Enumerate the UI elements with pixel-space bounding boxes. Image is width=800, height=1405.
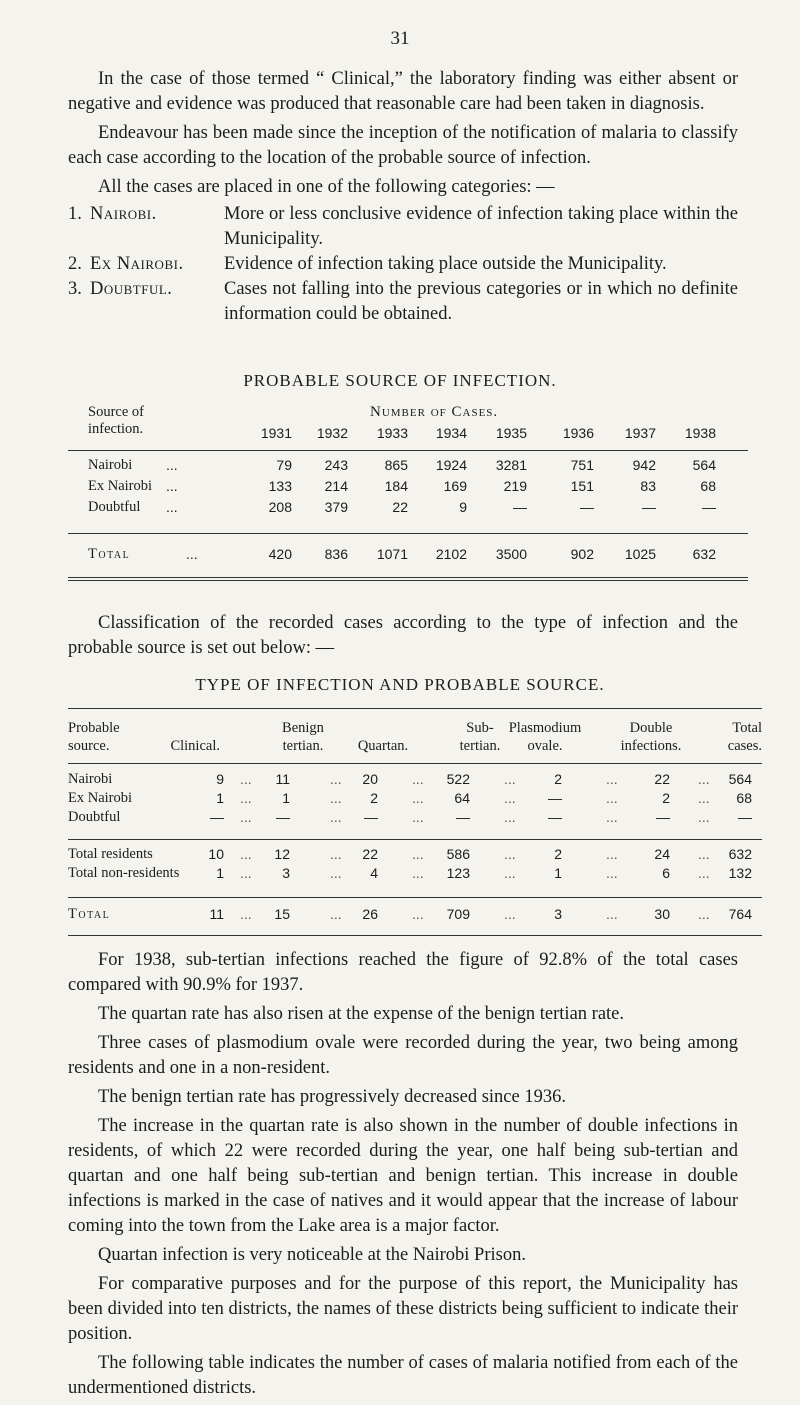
cell-value: 3	[282, 865, 290, 881]
leader-dots: ...	[240, 809, 252, 825]
cell-value: —	[456, 809, 470, 825]
leader-dots: ...	[240, 846, 252, 862]
table2-row	[0, 771, 800, 791]
row-leader-dots: ...	[166, 457, 178, 473]
cell-value: 184	[384, 478, 408, 494]
table2-title: TYPE OF INFECTION AND PROBABLE SOURCE.	[195, 675, 605, 694]
table2-column-header	[700, 719, 762, 755]
table1-header-infection: infection.	[88, 421, 144, 437]
row-leader-dots: ...	[166, 499, 178, 515]
cell-value: 751	[570, 457, 594, 473]
leader-dots: ...	[330, 906, 342, 922]
cell-value: 123	[446, 865, 470, 881]
cell-value: 3281	[495, 457, 527, 473]
table1-title: PROBABLE SOURCE OF INFECTION.	[243, 371, 557, 390]
row-label: Total	[88, 546, 131, 562]
table2-row	[0, 809, 800, 829]
table1-year-header: 1934	[435, 425, 467, 441]
table1-year-header: 1937	[624, 425, 656, 441]
leader-dots: ...	[240, 790, 252, 806]
leader-dots: ...	[240, 865, 252, 881]
cell-value: 151	[570, 478, 594, 494]
cell-value: —	[548, 790, 562, 806]
cell-value: 1	[282, 790, 290, 806]
cell-value: 3500	[495, 546, 527, 562]
cell-value: 4	[370, 865, 378, 881]
cell-value: 30	[654, 906, 670, 922]
header-line-1	[150, 719, 220, 737]
header-line-2: source.	[68, 738, 110, 754]
cell-value: 9	[216, 771, 224, 787]
table2-sub-rule	[68, 897, 762, 898]
cell-value: 764	[728, 906, 752, 922]
cell-value: —	[642, 499, 656, 515]
cell-value: 208	[268, 499, 292, 515]
row-leader-dots: ...	[186, 546, 198, 562]
cell-value: 15	[274, 906, 290, 922]
cell-value: 632	[728, 846, 752, 862]
row-label: Ex Nairobi	[88, 478, 153, 494]
cell-value: 11	[209, 906, 224, 922]
cell-value: —	[702, 499, 716, 515]
table1-row	[0, 478, 800, 498]
table2-row	[0, 790, 800, 810]
cell-value: 1	[216, 790, 224, 806]
cell-value: —	[580, 499, 594, 515]
paragraph-clinical: In the case of those termed “ Clinical,” the laboratory finding was either absent or negative and evidence was produced that reasonable care had been taken in diagnosis.	[68, 69, 738, 114]
cell-value: 420	[268, 546, 292, 562]
header-line-2: tertian.	[282, 738, 324, 754]
header-line-1	[348, 719, 418, 737]
cell-value: 243	[324, 457, 348, 473]
header-line-1: Plasmodium	[508, 720, 582, 736]
cell-value: 586	[446, 846, 470, 862]
cell-value: 9	[459, 499, 467, 515]
cell-value: —	[656, 809, 670, 825]
cell-value: 1071	[376, 546, 408, 562]
header-line-2: ovale.	[527, 738, 563, 754]
cell-value: 22	[362, 846, 378, 862]
cell-value: 2	[554, 771, 562, 787]
cell-value: 1025	[624, 546, 656, 562]
table2-total	[0, 906, 800, 926]
table1-row	[0, 457, 800, 477]
leader-dots: ...	[606, 790, 618, 806]
row-label: Doubtful	[88, 499, 141, 515]
leader-dots: ...	[698, 906, 710, 922]
cell-value: 22	[654, 771, 670, 787]
header-line-1: Double	[629, 720, 673, 736]
cell-value: 83	[640, 478, 656, 494]
category-description: Evidence of infection taking place outside the Municipality.	[224, 254, 667, 274]
cell-value: 379	[324, 499, 348, 515]
category-name: Ex Nairobi.	[90, 254, 184, 274]
classification-text	[68, 611, 738, 665]
closing-paragraph: The following table indicates the number of cases of malaria notified from each of the undermentioned districts.	[68, 1353, 738, 1398]
header-line-1: Total	[732, 720, 762, 736]
table2-column-header	[490, 719, 600, 755]
table2-subtotal-row	[0, 846, 800, 866]
cell-value: 836	[324, 546, 348, 562]
closing-paragraph: The benign tertian rate has progressively decreased since 1936.	[98, 1087, 566, 1107]
leader-dots: ...	[504, 771, 516, 787]
cell-value: 79	[276, 457, 292, 473]
cell-value: —	[513, 499, 527, 515]
cell-value: 133	[268, 478, 292, 494]
table1-year-header: 1936	[562, 425, 594, 441]
leader-dots: ...	[330, 771, 342, 787]
header-line-1: Benign	[282, 720, 324, 736]
table2-column-header	[68, 719, 158, 755]
leader-dots: ...	[504, 790, 516, 806]
leader-dots: ...	[606, 771, 618, 787]
leader-dots: ...	[698, 865, 710, 881]
category-number: 3.	[68, 279, 82, 299]
table1-year-header: 1932	[316, 425, 348, 441]
leader-dots: ...	[606, 906, 618, 922]
cell-value: 709	[446, 906, 470, 922]
leader-dots: ...	[330, 809, 342, 825]
header-line-2: infections.	[620, 738, 682, 754]
cell-value: 214	[324, 478, 348, 494]
table2-mid-rule	[68, 839, 762, 840]
table2-column-header	[348, 719, 418, 755]
cell-value: 68	[736, 790, 752, 806]
leader-dots: ...	[606, 809, 618, 825]
table2-head-rule	[68, 763, 762, 764]
row-label: Total non-residents	[68, 865, 180, 881]
leader-dots: ...	[606, 846, 618, 862]
closing-paragraph: The quartan rate has also risen at the expense of the benign tertian rate.	[98, 1004, 625, 1024]
leader-dots: ...	[412, 865, 424, 881]
closing-paragraph: Quartan infection is very noticeable at the Nairobi Prison.	[98, 1245, 526, 1265]
cell-value: 2	[554, 846, 562, 862]
category-name: Doubtful.	[90, 279, 173, 299]
cell-value: —	[210, 809, 224, 825]
cell-value: 902	[570, 546, 594, 562]
table2-subtotal-row	[0, 865, 800, 885]
closing-paragraph: The increase in the quartan rate is also shown in the number of double infections in residents, of which 22 were recorded during the year, one half being sub-tertian and quartan and one half being sub-tertian and benign tertian. This increase in double infections is marked in the case of natives and it would appear that the increase of labour coming into the town from the Lake area is a major factor.	[68, 1116, 738, 1236]
cell-value: —	[276, 809, 290, 825]
table1-group-header: Number of Cases.	[370, 404, 499, 420]
cell-value: 64	[454, 790, 470, 806]
table1-total	[0, 546, 800, 566]
cell-value: 6	[662, 865, 670, 881]
header-line-2: tertian.	[459, 738, 501, 754]
leader-dots: ...	[240, 771, 252, 787]
row-leader-dots: ...	[166, 478, 178, 494]
cell-value: 11	[275, 771, 290, 787]
leader-dots: ...	[412, 846, 424, 862]
category-doubtful	[68, 277, 738, 327]
header-line-1: Sub-	[466, 720, 494, 736]
cell-value: 26	[362, 906, 378, 922]
table1-year-header: 1935	[495, 425, 527, 441]
leader-dots: ...	[606, 865, 618, 881]
header-line-2: Clinical.	[170, 738, 220, 754]
cell-value: 632	[692, 546, 716, 562]
cell-value: 2	[662, 790, 670, 806]
leader-dots: ...	[330, 790, 342, 806]
paragraph-endeavour: Endeavour has been made since the inception of the notification of malaria to classify each case according to the location of the probable source of infection.	[68, 123, 738, 168]
leader-dots: ...	[504, 906, 516, 922]
cell-value: —	[738, 809, 752, 825]
table1-bottom-rule-2	[68, 580, 748, 581]
leader-dots: ...	[504, 846, 516, 862]
table1-bottom-rule	[68, 577, 748, 578]
closing-text	[68, 948, 738, 1405]
cell-value: 865	[384, 457, 408, 473]
cell-value: 68	[700, 478, 716, 494]
table1-year-header: 1938	[684, 425, 716, 441]
closing-paragraph: For 1938, sub-tertian infections reached the figure of 92.8% of the total cases compared with 90.9% for 1937.	[68, 950, 738, 995]
cell-value: 564	[692, 457, 716, 473]
cell-value: 1	[554, 865, 562, 881]
row-label: Total	[68, 906, 111, 922]
table2-column-header	[596, 719, 706, 755]
paragraph-classification: Classification of the recorded cases according to the type of infection and the probable source is set out below: —	[68, 613, 738, 658]
cell-value: 564	[728, 771, 752, 787]
page-number: 31	[390, 28, 410, 49]
cell-value: 219	[503, 478, 527, 494]
cell-value: 942	[632, 457, 656, 473]
leader-dots: ...	[330, 846, 342, 862]
category-description: More or less conclusive evidence of infection taking place within the Municipality.	[224, 204, 738, 249]
leader-dots: ...	[698, 771, 710, 787]
cell-value: 10	[208, 846, 224, 862]
category-name: Nairobi.	[90, 204, 157, 224]
cell-value: 522	[446, 771, 470, 787]
closing-paragraph: Three cases of plasmodium ovale were recorded during the year, two being among residents and one in a non-resident.	[68, 1033, 738, 1078]
paragraph-categories: All the cases are placed in one of the following categories: —	[98, 177, 555, 197]
category-nairobi	[68, 202, 738, 252]
category-description: Cases not falling into the previous categories or in which no definite information could be obtained.	[224, 279, 738, 324]
closing-paragraph: For comparative purposes and for the purpose of this report, the Municipality has been divided into ten districts, the names of these districts being sufficient to indicate their position.	[68, 1274, 738, 1344]
table1-row	[0, 499, 800, 519]
cell-value: 12	[274, 846, 290, 862]
cell-value: —	[364, 809, 378, 825]
table2-top-rule	[68, 708, 762, 709]
header-line-2: Quartan.	[357, 738, 409, 754]
intro-text	[68, 67, 738, 327]
header-line-2: cases.	[727, 738, 762, 754]
cell-value: 132	[728, 865, 752, 881]
row-label: Doubtful	[68, 809, 121, 825]
leader-dots: ...	[412, 906, 424, 922]
cell-value: 3	[554, 906, 562, 922]
row-label: Ex Nairobi	[68, 790, 133, 806]
category-number: 2.	[68, 254, 82, 274]
leader-dots: ...	[698, 790, 710, 806]
table1-header-source: Source of	[88, 404, 144, 420]
leader-dots: ...	[412, 790, 424, 806]
cell-value: 22	[392, 499, 408, 515]
leader-dots: ...	[504, 809, 516, 825]
category-number: 1.	[68, 204, 82, 224]
leader-dots: ...	[330, 865, 342, 881]
table2-column-header	[150, 719, 220, 755]
cell-value: 169	[443, 478, 467, 494]
leader-dots: ...	[412, 809, 424, 825]
cell-value: 1	[216, 865, 224, 881]
category-ex-nairobi	[68, 252, 738, 277]
row-label: Nairobi	[88, 457, 133, 473]
table1-col-header	[88, 404, 144, 438]
cell-value: 20	[362, 771, 378, 787]
cell-value: 2	[370, 790, 378, 806]
leader-dots: ...	[412, 771, 424, 787]
leader-dots: ...	[698, 846, 710, 862]
table1-top-rule	[68, 450, 748, 451]
table1-year-header: 1931	[260, 425, 292, 441]
row-label: Nairobi	[68, 771, 113, 787]
table1-mid-rule	[68, 533, 748, 534]
cell-value: 2102	[435, 546, 467, 562]
leader-dots: ...	[698, 809, 710, 825]
table1-year-header: 1933	[376, 425, 408, 441]
cell-value: 1924	[435, 457, 467, 473]
cell-value: —	[548, 809, 562, 825]
leader-dots: ...	[504, 865, 516, 881]
table2-column-header	[268, 719, 338, 755]
cell-value: 24	[654, 846, 670, 862]
row-label: Total residents	[68, 846, 153, 862]
header-line-1: Probable	[68, 720, 120, 736]
table2-bottom-rule	[68, 935, 762, 936]
leader-dots: ...	[240, 906, 252, 922]
